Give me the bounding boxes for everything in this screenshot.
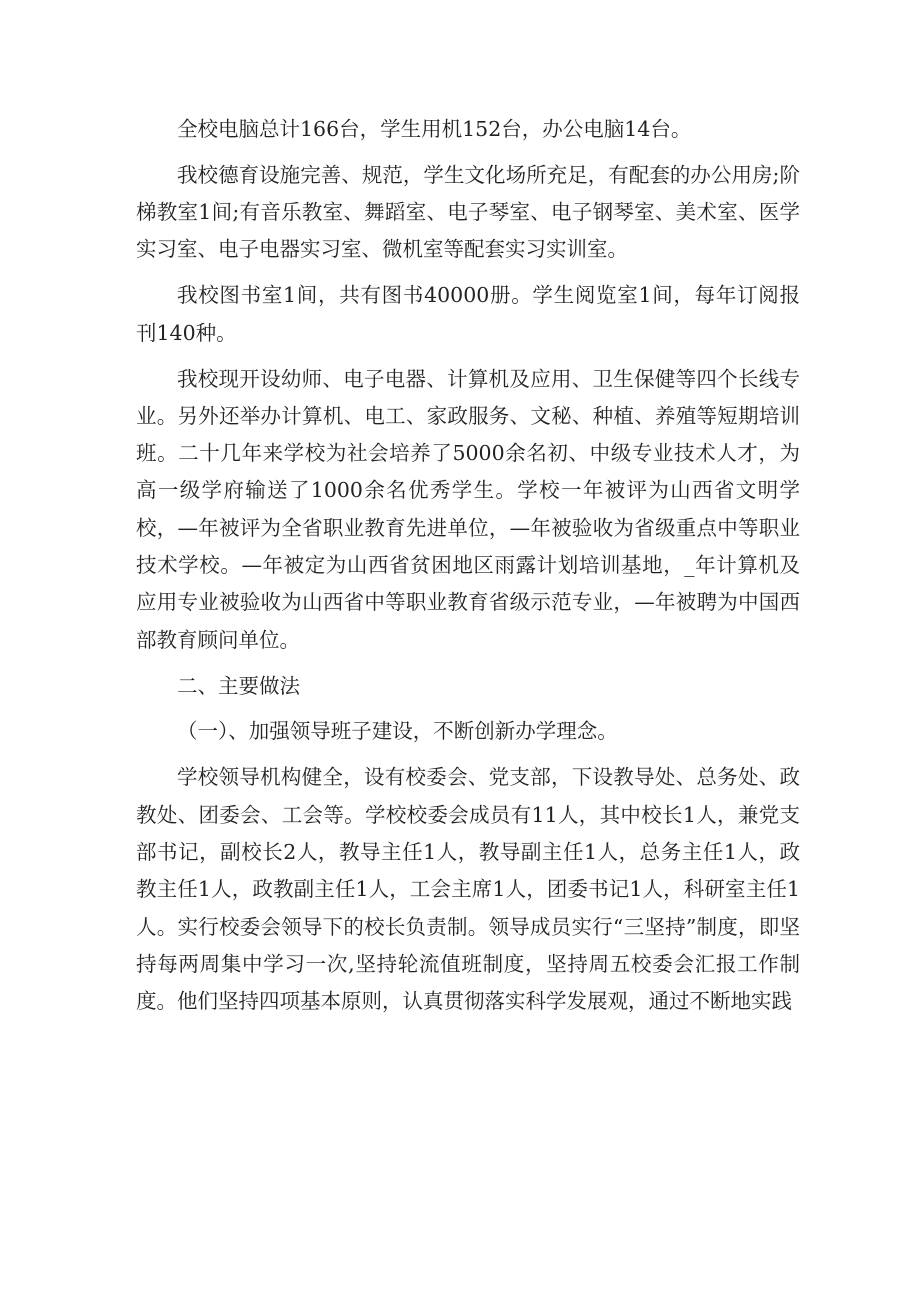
paragraph-leadership-structure: 学校领导机构健全，设有校委会、党支部，下设教导处、总务处、政教处、团委会、工会等。学校校委会成员有11人，其中校长1人，兼党支部书记，副校长2人，教导主任1人，教导副主任1人，总务主任1人，政教主任1人，政教副主任1人，工会主席1人，团委书记1人，科研室主任1人。实行校委会领导下的校长负责制。领导成员实行“三坚持”制度，即坚持每两周集中学习一次,坚持轮流值班制度，坚持周五校委会汇报工作制度。他们坚持四项基本原则，认真贯彻落实科学发展观，通过不断地实践 [136,765,800,1014]
paragraph-moral-facilities: 我校德育设施完善、规范，学生文化场所充足，有配套的办公用房;阶梯教室1间;有音乐教室、舞蹈室、电子琴室、电子钢琴室、美术室、医学实习室、电子电器实习室、微机室等配套实习实训室。 [136,162,800,262]
document-body [136,111,800,1029]
section-heading-main-practices: 二、主要做法 [177,673,300,698]
paragraph-computers: 全校电脑总计166台，学生用机152台，办公电脑14台。 [177,117,692,141]
paragraph-library: 我校图书室1间，共有图书40000册。学生阅览室1间，每年订阅报刊140种。 [136,283,800,345]
paragraph-majors-and-honors: 我校现开设幼师、电子电器、计算机及应用、卫生保健等四个长线专业。另外还举办计算机、电工、家政服务、文秘、种植、养殖等短期培训班。二十几年来学校为社会培养了5000余名初、中级专业技术人才，为高一级学府输送了1000余名优秀学生。学校一年被评为山西省文明学校，—年被评为全省职业教育先进单位，—年被验收为省级重点中等职业技术学校。—年被定为山西省贫困地区雨露计划培训基地，_年计算机及应用专业被验收为山西省中等职业教育省级示范专业，—年被聘为中国西部教育顾问单位。 [136,366,800,652]
subsection-heading-leadership: （一）、加强领导班子建设，不断创新办学理念。 [177,719,618,744]
